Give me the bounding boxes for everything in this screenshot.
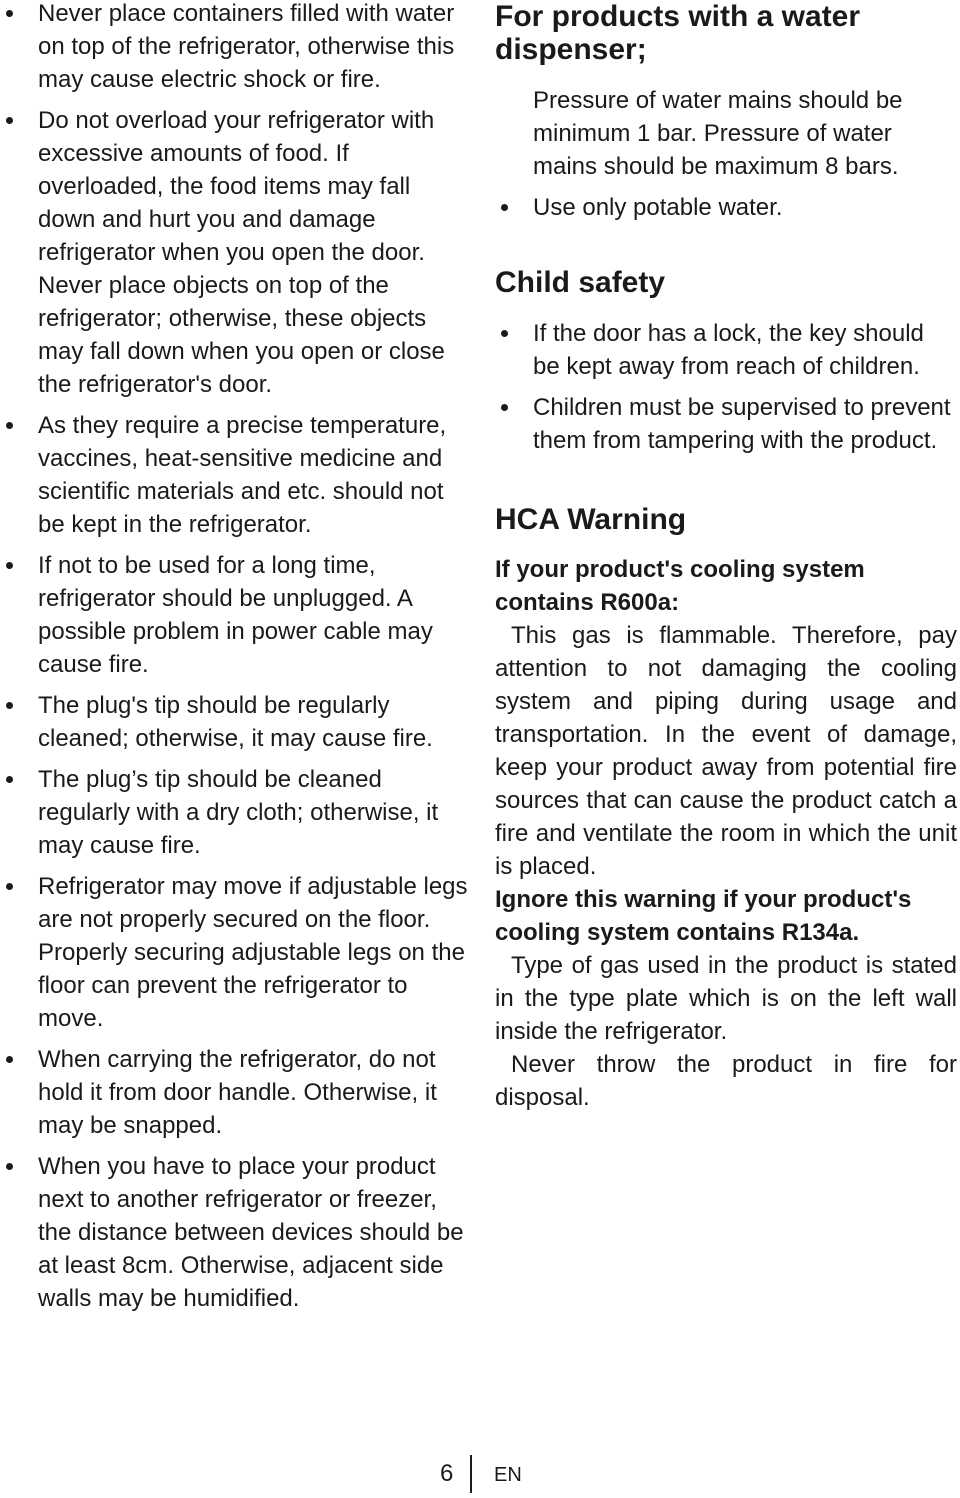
bullet-item: When you have to place your product next to another refrigerator or freezer, the distance between devices should be at least 8cm. Otherwise, adjacent side walls may be humidified.: [0, 1150, 470, 1315]
right-column: [495, 0, 957, 1114]
water-dispenser-heading: For products with a water dispenser;: [495, 0, 861, 66]
bullet-item: Do not overload your refrigerator with excessive amounts of food. If overloaded, the food items may fall down and hurt you and damage refrigerator when you open the door. Never place objects on top of the refrigerator; otherwise, these objects may fall down when you open or close the refrigerator's door.: [0, 104, 470, 401]
gas-type-text: Type of gas used in the product is stated in the type plate which is on the left wall inside the refrigerator.: [495, 952, 957, 1045]
r134a-subheading: Ignore this warning if your product's cooling system contains R134a.: [495, 886, 912, 946]
bullet-item: Refrigerator may move if adjustable legs are not properly secured on the floor. Properly securing adjustable legs on the floor can prevent the refrigerator to move.: [0, 870, 470, 1035]
bullet-item: Never place containers filled with water on top of the refrigerator, otherwise this may cause electric shock or fire.: [0, 0, 470, 96]
child-safety-heading: Child safety: [495, 266, 666, 299]
bullet-item: Children must be supervised to prevent them from tampering with the product.: [495, 391, 957, 457]
language-code: EN: [494, 1464, 522, 1486]
left-column: [0, 0, 470, 1323]
hca-warning-heading: HCA Warning: [495, 503, 687, 536]
page-number: 6: [440, 1460, 454, 1487]
bullet-item: Use only potable water.: [495, 191, 957, 224]
bullet-item: If not to be used for a long time, refrigerator should be unplugged. A possible problem in power cable may cause fire.: [0, 549, 470, 681]
r600a-warning-text: This gas is flammable. Therefore, pay attention to not damaging the cooling system and piping during usage and transportation. In the event of damage, keep your product away from potential fire sources that can cause the product catch a fire and ventilate the room in which the unit is placed.: [495, 622, 957, 880]
bullet-item: As they require a precise temperature, vaccines, heat-sensitive medicine and scientific materials and etc. should not be kept in the refrigerator.: [0, 409, 470, 541]
bullet-item: When carrying the refrigerator, do not hold it from door handle. Otherwise, it may be snapped.: [0, 1043, 470, 1142]
water-dispenser-section: [495, 0, 957, 224]
child-safety-bullets: [495, 317, 957, 457]
child-safety-section: [495, 266, 957, 457]
page-footer: [0, 1455, 960, 1495]
footer-divider: [470, 1455, 472, 1493]
disposal-text: Never throw the product in fire for disposal.: [495, 1051, 957, 1111]
safety-bullet-list: [0, 0, 470, 1315]
bullet-item: If the door has a lock, the key should be kept away from reach of children.: [495, 317, 957, 383]
water-dispenser-bullets: [495, 191, 957, 224]
bullet-item: The plug's tip should be regularly cleaned; otherwise, it may cause fire.: [0, 689, 470, 755]
bullet-item: The plug’s tip should be cleaned regularly with a dry cloth; otherwise, it may cause fire.: [0, 763, 470, 862]
water-pressure-text: Pressure of water mains should be minimum 1 bar. Pressure of water mains should be maximum 8 bars.: [533, 87, 903, 180]
hca-warning-section: [495, 503, 957, 1114]
r600a-subheading: If your product's cooling system contains R600a:: [495, 556, 865, 616]
